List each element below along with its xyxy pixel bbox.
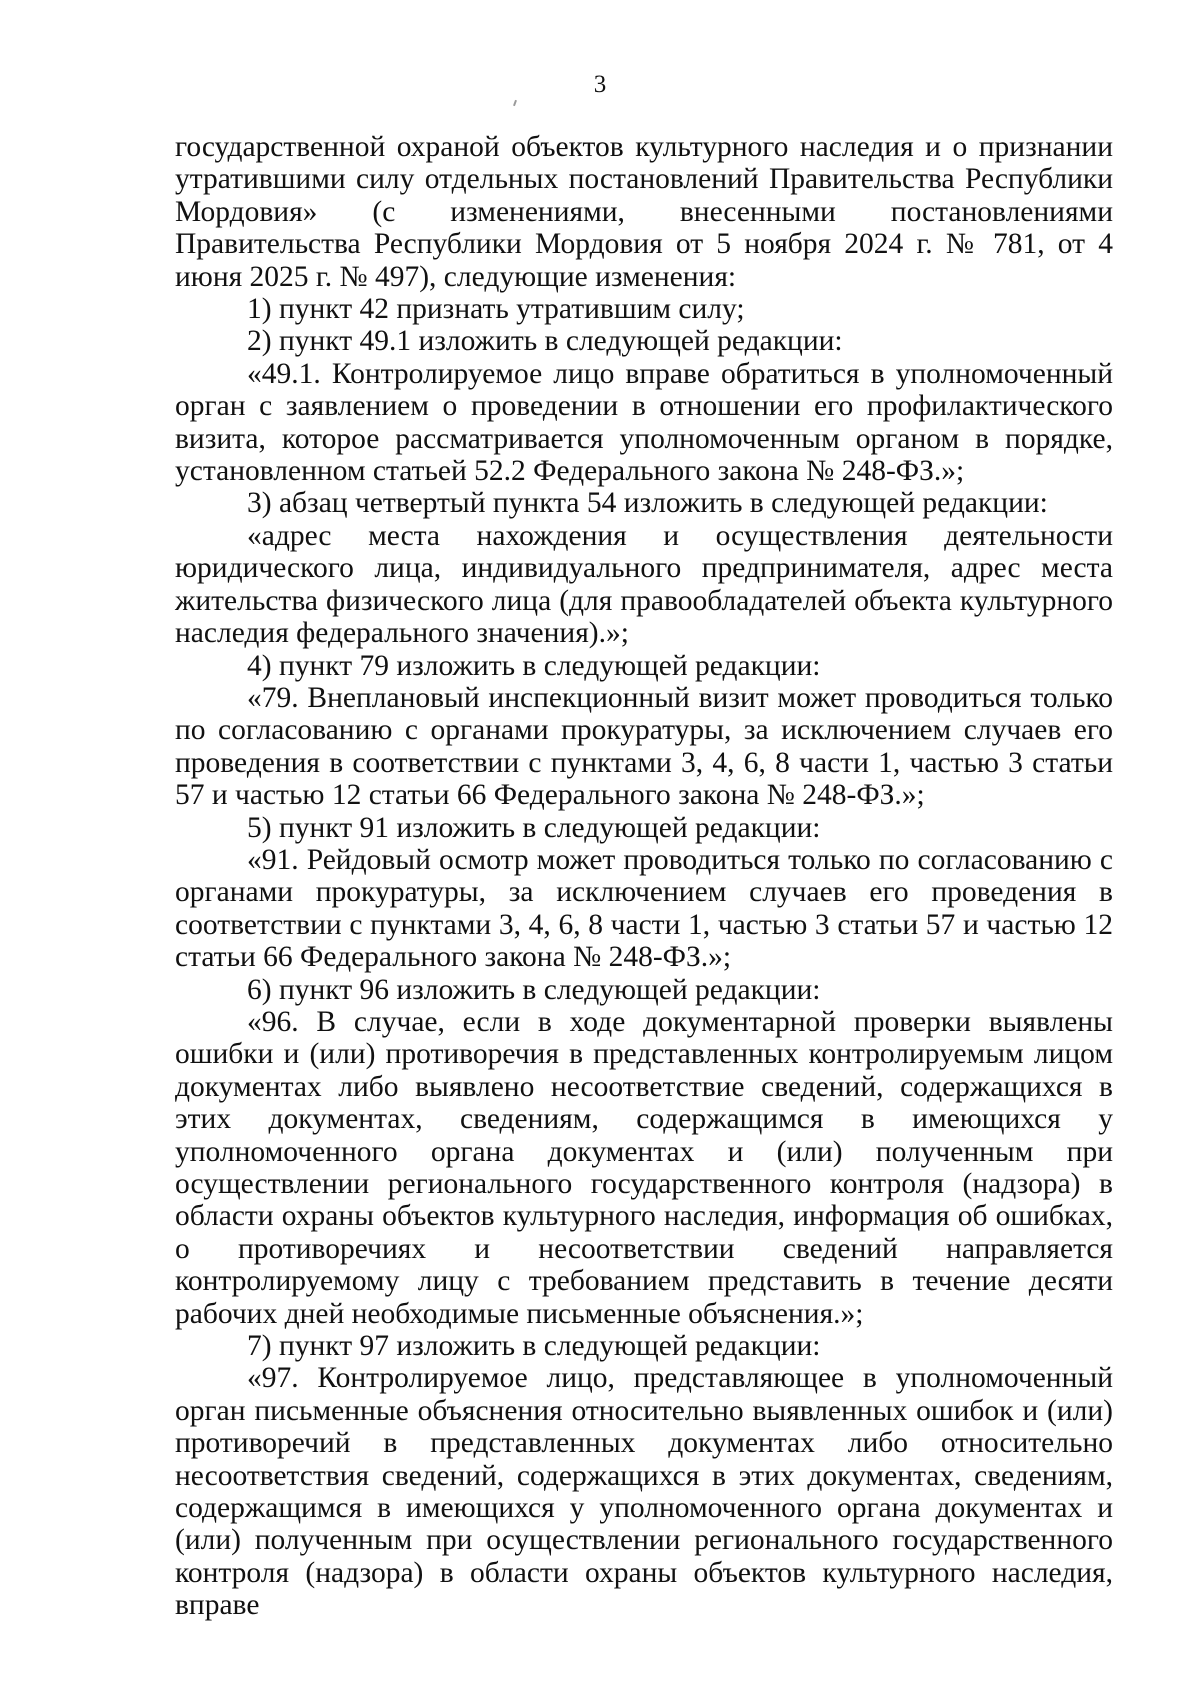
- paragraph-clause-79: «79. Внеплановый инспекционный визит может проводиться только по согласованию с органами прокуратуры, за исключением случаев его проведения в соответствии с пунктами 3, 4, 6, 8 части 1, частью 3 статьи 57 и частью 12 статьи 66 Федерального закона № 248-ФЗ.»;: [175, 681, 1113, 812]
- paragraph-clause-96: «96. В случае, если в ходе документарной проверки выявлены ошибки и (или) противоречия в представленных контролируемым лицом документах либо выявлено несоответствие сведений, содержащихся в этих документах, сведениям, содержащимся в имеющихся у уполномоченного органа документах и (или) полученным при осуществлении регионального государственного контроля (надзора) в области охраны объектов культурного наследия, информация об ошибках, о противоречиях и несоответствии сведений направляется контролируемому лицу с требованием представить в течение десяти рабочих дней необходимые письменные объяснения.»;: [175, 1005, 1113, 1330]
- page-number: 3: [593, 71, 607, 98]
- paragraph-item-7: 7) пункт 97 изложить в следующей редакции:: [247, 1330, 821, 1363]
- scan-speck: [513, 100, 517, 106]
- paragraph-item-4: 4) пункт 79 изложить в следующей редакции:: [247, 649, 821, 682]
- paragraph-clause-49-1: «49.1. Контролируемое лицо вправе обратиться в уполномоченный орган с заявлением о проведении в отношении его профилактического визита, которое рассматривается уполномоченным органом в порядке, установленном статьей 52.2 Федерального закона № 248-ФЗ.»;: [175, 357, 1113, 488]
- paragraph-clause-54: «адрес места нахождения и осуществления деятельности юридического лица, индивидуального предпринимателя, адрес места жительства физического лица (для правообладателей объекта культурного наследия федерального значения).»;: [175, 519, 1113, 650]
- paragraph-item-1: 1) пункт 42 признать утратившим силу;: [247, 293, 745, 326]
- paragraph-intro-continuation: государственной охраной объектов культурного наследия и о признании утратившими силу отдельных постановлений Правительства Республики Мордовия» (с изменениями, внесенными постановлениями Правительства Республики Мордовия от 5 ноября 2024 г. № 781, от 4 июня 2025 г. № 497), следующие изменения:: [175, 131, 1113, 293]
- paragraph-item-5: 5) пункт 91 изложить в следующей редакции:: [247, 811, 821, 844]
- paragraph-item-6: 6) пункт 96 изложить в следующей редакции:: [247, 973, 821, 1006]
- paragraph-clause-91: «91. Рейдовый осмотр может проводиться только по согласованию с органами прокуратуры, за исключением случаев его проведения в соответствии с пунктами 3, 4, 6, 8 части 1, частью 3 статьи 57 и частью 12 статьи 66 Федерального закона № 248-ФЗ.»;: [175, 843, 1113, 974]
- document-body: [175, 131, 1113, 1622]
- paragraph-item-3: 3) абзац четвертый пункта 54 изложить в следующей редакции:: [247, 487, 1048, 520]
- paragraph-clause-97: «97. Контролируемое лицо, представляющее в уполномоченный орган письменные объяснения относительно выявленных ошибок и (или) противоречий в представленных документах либо относительно несоответствия сведений, содержащихся в этих документах, сведениям, содержащимся в имеющихся у уполномоченного органа документах и (или) полученным при осуществлении регионального государственного контроля (надзора) в области охраны объектов культурного наследия, вправе: [175, 1362, 1113, 1622]
- paragraph-item-2: 2) пункт 49.1 изложить в следующей редакции:: [247, 325, 843, 358]
